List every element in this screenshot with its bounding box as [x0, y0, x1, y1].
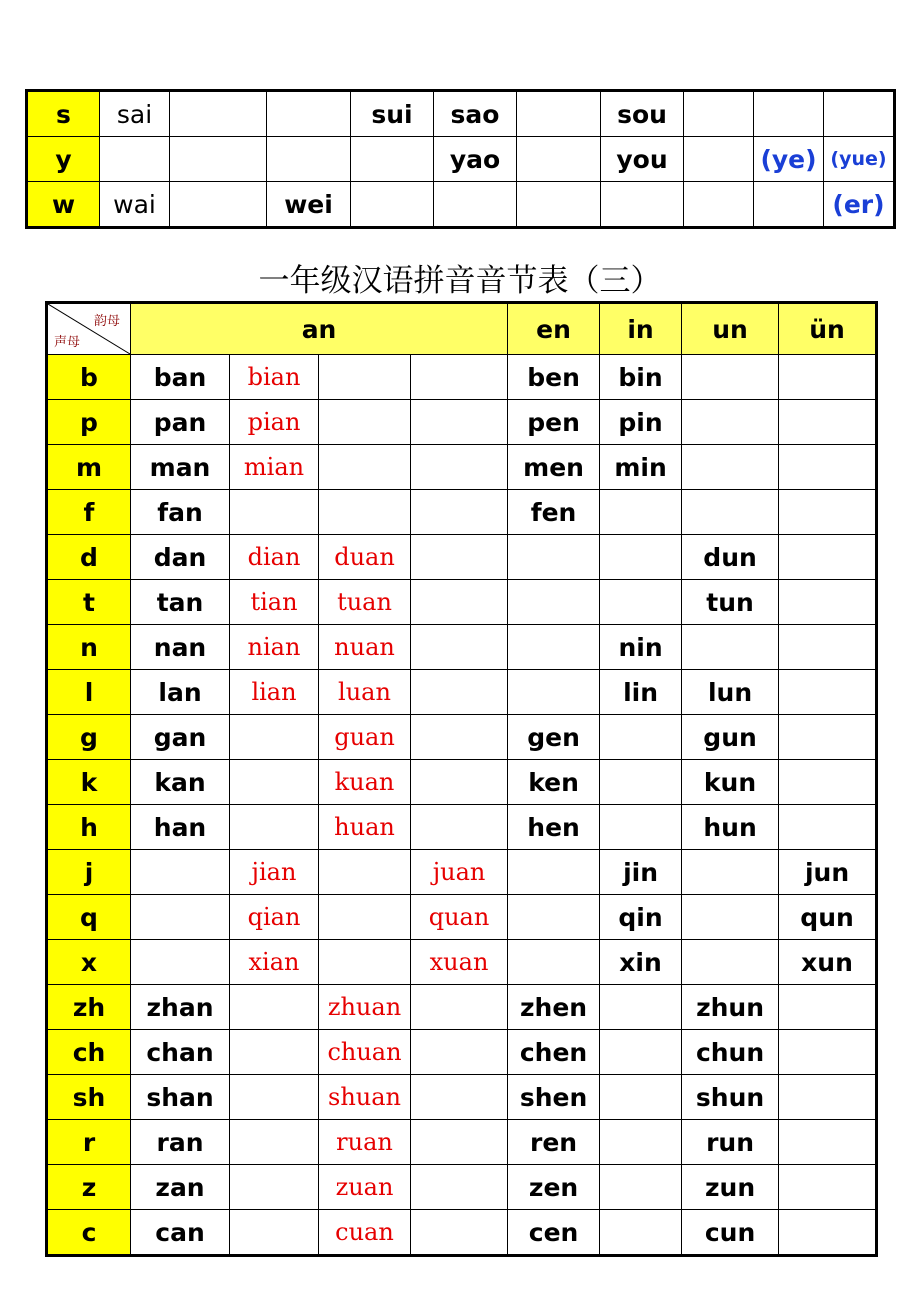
top-table-row [27, 91, 895, 137]
syllable-cell [682, 895, 779, 940]
syllable-cell: kuan [319, 760, 411, 805]
syllable-cell [230, 1165, 319, 1210]
syllable-cell: nian [230, 625, 319, 670]
syllable-cell: bin [600, 355, 682, 400]
syllable-cell [779, 715, 877, 760]
syllable-cell [600, 805, 682, 850]
syllable-cell [230, 1210, 319, 1256]
syllable-cell: shan [131, 1075, 230, 1120]
syllable-cell [411, 1120, 508, 1165]
syllable-cell: nuan [319, 625, 411, 670]
syllable-cell [779, 1210, 877, 1256]
syllable-cell [230, 805, 319, 850]
syllable-cell: qin [600, 895, 682, 940]
syllable-cell [682, 400, 779, 445]
syllable-cell: chun [682, 1030, 779, 1075]
syllable-cell: sui [351, 91, 434, 137]
syllable-cell [682, 355, 779, 400]
syllable-cell [682, 625, 779, 670]
syllable-cell: xuan [411, 940, 508, 985]
syllable-cell [319, 355, 411, 400]
syllable-cell [779, 580, 877, 625]
syllable-cell [779, 1165, 877, 1210]
syllable-cell: zhan [131, 985, 230, 1030]
syllable-cell [170, 182, 267, 228]
syllable-cell [230, 490, 319, 535]
syllable-cell [754, 182, 824, 228]
syllable-row [47, 985, 877, 1030]
syllable-cell [319, 490, 411, 535]
syllable-cell [411, 1030, 508, 1075]
syllable-cell: dian [230, 535, 319, 580]
syllable-cell: kan [131, 760, 230, 805]
syllable-cell: sao [434, 91, 517, 137]
syllable-cell [411, 985, 508, 1030]
syllable-cell [411, 670, 508, 715]
syllable-cell [824, 91, 895, 137]
initial-cell: c [47, 1210, 131, 1256]
finals-label: 韵母 [93, 314, 120, 329]
syllable-cell [230, 1075, 319, 1120]
syllable-cell [600, 1120, 682, 1165]
syllable-cell [600, 1075, 682, 1120]
header-un: un [682, 303, 779, 355]
syllable-cell [131, 850, 230, 895]
syllable-row [47, 715, 877, 760]
syllable-cell: pan [131, 400, 230, 445]
syllable-cell: qun [779, 895, 877, 940]
syllable-cell [230, 1030, 319, 1075]
syllable-cell: qian [230, 895, 319, 940]
syllable-cell [230, 985, 319, 1030]
syllable-cell: zhun [682, 985, 779, 1030]
syllable-cell [508, 535, 600, 580]
initial-cell: b [47, 355, 131, 400]
syllable-cell: ran [131, 1120, 230, 1165]
syllable-cell: gan [131, 715, 230, 760]
syllable-cell [517, 182, 601, 228]
initial-cell: j [47, 850, 131, 895]
syllable-row [47, 760, 877, 805]
syllable-cell [411, 760, 508, 805]
syllable-row [47, 850, 877, 895]
initial-cell: sh [47, 1075, 131, 1120]
syllable-cell: shen [508, 1075, 600, 1120]
syllable-cell [411, 1210, 508, 1256]
initials-label: 声母 [54, 335, 81, 350]
syllable-cell [682, 850, 779, 895]
syllable-row [47, 355, 877, 400]
syllable-row [47, 805, 877, 850]
syllable-cell [170, 91, 267, 137]
syllable-cell: wei [267, 182, 351, 228]
initial-cell: l [47, 670, 131, 715]
syllable-cell: zan [131, 1165, 230, 1210]
syllable-cell [411, 1165, 508, 1210]
initial-cell: w [27, 182, 100, 228]
syllable-cell [411, 715, 508, 760]
syllable-cell [131, 940, 230, 985]
syllable-cell: zun [682, 1165, 779, 1210]
syllable-cell: jun [779, 850, 877, 895]
syllable-cell [779, 445, 877, 490]
syllable-cell: shuan [319, 1075, 411, 1120]
syllable-cell: guan [319, 715, 411, 760]
syllable-cell [508, 895, 600, 940]
initial-cell: t [47, 580, 131, 625]
syllable-cell [682, 490, 779, 535]
syllable-cell: (er) [824, 182, 895, 228]
syllable-row [47, 1030, 877, 1075]
header-row [47, 303, 877, 355]
syllable-cell [779, 400, 877, 445]
syllable-cell: kun [682, 760, 779, 805]
syllable-cell [779, 670, 877, 715]
syllable-cell [517, 137, 601, 182]
syllable-cell [131, 895, 230, 940]
syllable-cell: dun [682, 535, 779, 580]
syllable-cell: wai [100, 182, 170, 228]
header-v-n: ün [779, 303, 877, 355]
syllable-cell [779, 355, 877, 400]
syllable-cell [411, 445, 508, 490]
syllable-cell [319, 445, 411, 490]
syllable-cell: man [131, 445, 230, 490]
syllable-cell [600, 580, 682, 625]
initial-cell: h [47, 805, 131, 850]
initial-cell: n [47, 625, 131, 670]
syllable-cell [351, 137, 434, 182]
syllable-cell [319, 850, 411, 895]
syllable-cell: (yue) [824, 137, 895, 182]
syllable-cell: gen [508, 715, 600, 760]
syllable-row [47, 625, 877, 670]
syllable-row [47, 1210, 877, 1256]
syllable-cell: run [682, 1120, 779, 1165]
syllable-cell [600, 760, 682, 805]
syllable-cell [600, 490, 682, 535]
syllable-cell [411, 580, 508, 625]
syllable-cell: sai [100, 91, 170, 137]
syllable-cell [682, 445, 779, 490]
syllable-cell [319, 940, 411, 985]
syllable-cell: nan [131, 625, 230, 670]
syllable-cell [600, 715, 682, 760]
syllable-cell: lin [600, 670, 682, 715]
syllable-cell: huan [319, 805, 411, 850]
syllable-cell [319, 895, 411, 940]
syllable-cell: lan [131, 670, 230, 715]
syllable-cell: jin [600, 850, 682, 895]
syllable-cell: tuan [319, 580, 411, 625]
syllable-cell [411, 1075, 508, 1120]
syllable-cell [230, 715, 319, 760]
syllable-cell: cen [508, 1210, 600, 1256]
syllable-cell [779, 760, 877, 805]
syllable-cell: tan [131, 580, 230, 625]
syllable-row [47, 490, 877, 535]
initial-cell: f [47, 490, 131, 535]
syllable-cell: mian [230, 445, 319, 490]
syllable-cell: pin [600, 400, 682, 445]
syllable-cell [684, 137, 754, 182]
initial-cell: m [47, 445, 131, 490]
syllable-row [47, 445, 877, 490]
syllable-row [47, 940, 877, 985]
syllable-cell: chuan [319, 1030, 411, 1075]
syllable-cell [779, 490, 877, 535]
syllable-cell [684, 91, 754, 137]
syllable-cell [508, 940, 600, 985]
page-title: 一年级汉语拼音音节表（三） [258, 263, 662, 299]
syllable-cell [411, 490, 508, 535]
syllable-cell [319, 400, 411, 445]
syllable-cell [600, 535, 682, 580]
syllable-cell: you [601, 137, 684, 182]
syllable-cell [508, 625, 600, 670]
syllable-cell: chan [131, 1030, 230, 1075]
syllable-cell: fan [131, 490, 230, 535]
initial-cell: q [47, 895, 131, 940]
syllable-cell: (ye) [754, 137, 824, 182]
syllable-cell: ruan [319, 1120, 411, 1165]
syllable-row [47, 580, 877, 625]
syllable-cell: luan [319, 670, 411, 715]
syllable-cell [411, 355, 508, 400]
syllable-cell [779, 1075, 877, 1120]
syllable-cell [779, 1120, 877, 1165]
syllable-cell [267, 137, 351, 182]
syllable-cell: min [600, 445, 682, 490]
top-table-row [27, 137, 895, 182]
syllable-cell [411, 625, 508, 670]
syllable-cell: duan [319, 535, 411, 580]
initial-cell: p [47, 400, 131, 445]
syllable-cell [779, 1030, 877, 1075]
syllable-cell [600, 985, 682, 1030]
syllable-cell: can [131, 1210, 230, 1256]
syllable-cell [601, 182, 684, 228]
syllable-cell: xin [600, 940, 682, 985]
syllable-cell: hun [682, 805, 779, 850]
syllable-cell: bian [230, 355, 319, 400]
syllable-cell [754, 91, 824, 137]
syllable-cell [230, 760, 319, 805]
initial-cell: r [47, 1120, 131, 1165]
syllable-cell: lun [682, 670, 779, 715]
initial-cell: y [27, 137, 100, 182]
syllable-cell [684, 182, 754, 228]
initial-cell: z [47, 1165, 131, 1210]
corner-cell [47, 303, 131, 355]
syllable-cell [517, 91, 601, 137]
syllable-cell [682, 940, 779, 985]
syllable-cell: hen [508, 805, 600, 850]
header-in: in [600, 303, 682, 355]
syllable-row [47, 535, 877, 580]
syllable-row [47, 1075, 877, 1120]
syllable-cell: tun [682, 580, 779, 625]
initial-cell: k [47, 760, 131, 805]
syllable-row [47, 1120, 877, 1165]
syllable-cell: zhen [508, 985, 600, 1030]
initial-cell: zh [47, 985, 131, 1030]
syllable-cell: ken [508, 760, 600, 805]
syllable-cell: men [508, 445, 600, 490]
top-syllable-table [25, 89, 896, 229]
syllable-cell [779, 625, 877, 670]
initial-cell: g [47, 715, 131, 760]
syllable-cell: zuan [319, 1165, 411, 1210]
syllable-cell: pian [230, 400, 319, 445]
syllable-row [47, 400, 877, 445]
syllable-cell: lian [230, 670, 319, 715]
syllable-cell [779, 535, 877, 580]
initial-cell: x [47, 940, 131, 985]
syllable-cell [508, 580, 600, 625]
syllable-cell: gun [682, 715, 779, 760]
header-en: en [508, 303, 600, 355]
syllable-cell: tian [230, 580, 319, 625]
syllable-cell [779, 985, 877, 1030]
top-table-row [27, 182, 895, 228]
syllable-cell: han [131, 805, 230, 850]
syllable-cell [600, 1165, 682, 1210]
syllable-cell: xian [230, 940, 319, 985]
syllable-cell [411, 535, 508, 580]
syllable-cell: ben [508, 355, 600, 400]
syllable-cell [267, 91, 351, 137]
initial-cell: s [27, 91, 100, 137]
syllable-cell [100, 137, 170, 182]
syllable-cell: cuan [319, 1210, 411, 1256]
header-an: an [131, 303, 508, 355]
syllable-cell [170, 137, 267, 182]
syllable-cell: dan [131, 535, 230, 580]
syllable-cell: zen [508, 1165, 600, 1210]
syllable-table [45, 301, 878, 1257]
syllable-cell [508, 670, 600, 715]
syllable-cell [600, 1210, 682, 1256]
syllable-row [47, 670, 877, 715]
syllable-cell [411, 805, 508, 850]
syllable-cell: ren [508, 1120, 600, 1165]
syllable-cell [508, 850, 600, 895]
syllable-cell: yao [434, 137, 517, 182]
syllable-cell [351, 182, 434, 228]
syllable-cell [411, 400, 508, 445]
syllable-cell: juan [411, 850, 508, 895]
syllable-cell [434, 182, 517, 228]
syllable-cell: quan [411, 895, 508, 940]
syllable-cell [779, 805, 877, 850]
syllable-cell: cun [682, 1210, 779, 1256]
syllable-cell: sou [601, 91, 684, 137]
syllable-cell: shun [682, 1075, 779, 1120]
syllable-cell: pen [508, 400, 600, 445]
syllable-cell: xun [779, 940, 877, 985]
syllable-cell: jian [230, 850, 319, 895]
syllable-cell [600, 1030, 682, 1075]
syllable-cell [230, 1120, 319, 1165]
syllable-row [47, 1165, 877, 1210]
syllable-cell: ban [131, 355, 230, 400]
syllable-cell: nin [600, 625, 682, 670]
syllable-row [47, 895, 877, 940]
initial-cell: ch [47, 1030, 131, 1075]
syllable-cell: zhuan [319, 985, 411, 1030]
syllable-cell: fen [508, 490, 600, 535]
syllable-cell: chen [508, 1030, 600, 1075]
initial-cell: d [47, 535, 131, 580]
